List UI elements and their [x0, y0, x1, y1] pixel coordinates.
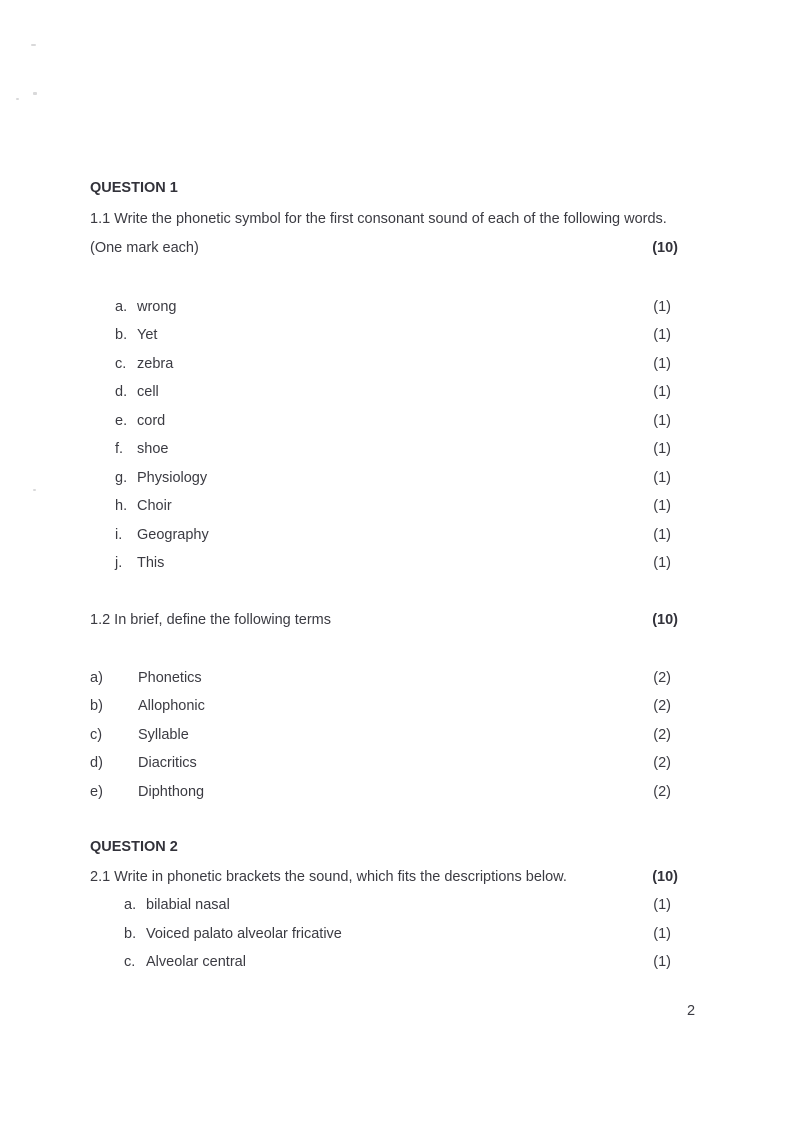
list-item: [90, 750, 678, 779]
item-marks: (1): [653, 897, 671, 914]
item-letter: a.: [115, 298, 128, 315]
item-word: cell: [137, 384, 159, 401]
item-word: zebra: [137, 355, 174, 372]
item-letter: b.: [115, 327, 128, 344]
item-word: wrong: [137, 298, 177, 315]
list-item: [115, 493, 678, 522]
list-item: [115, 293, 678, 322]
scan-artifact: [33, 92, 37, 95]
item-term: Diacritics: [138, 755, 197, 772]
question2-1-total-marks: (10): [652, 868, 678, 885]
list-item: [115, 322, 678, 351]
item-word: shoe: [137, 441, 169, 458]
item-letter: e.: [115, 412, 128, 429]
item-letter: c.: [115, 355, 127, 372]
item-letter: h.: [115, 498, 128, 515]
item-letter: j.: [115, 555, 123, 572]
list-item: [124, 949, 678, 978]
scan-artifact: [31, 44, 36, 46]
item-description: Alveolar central: [146, 954, 246, 971]
list-item: [90, 693, 678, 722]
question1-1-total-marks: (10): [652, 240, 678, 256]
item-letter: g.: [115, 469, 128, 486]
item-letter: d.: [115, 384, 128, 401]
item-word: Choir: [137, 498, 172, 515]
question1-2-prompt: 1.2 In brief, define the following terms: [90, 612, 331, 628]
item-word: Physiology: [137, 469, 208, 486]
item-term: Phonetics: [138, 669, 202, 686]
item-letter: b.: [124, 925, 137, 942]
item-letter: c.: [124, 954, 136, 971]
list-item: [115, 350, 678, 379]
item-marks: (2): [653, 755, 671, 772]
item-marks: (1): [653, 498, 671, 515]
item-marks: (1): [653, 298, 671, 315]
page-content: [90, 0, 678, 977]
item-letter: c): [90, 726, 103, 743]
item-word: Geography: [137, 526, 209, 543]
item-marks: (1): [653, 355, 671, 372]
question1-heading: QUESTION 1: [90, 180, 178, 196]
list-item: [90, 721, 678, 750]
item-marks: (1): [653, 412, 671, 429]
item-marks: (1): [653, 954, 671, 971]
list-item: [115, 464, 678, 493]
item-word: cord: [137, 412, 166, 429]
item-letter: a.: [124, 897, 137, 914]
question1-2-prompt-line: [90, 611, 678, 630]
question1-1-word-list: [115, 293, 678, 578]
item-marks: (2): [653, 669, 671, 686]
item-term: Allophonic: [138, 698, 205, 715]
item-word: Yet: [137, 327, 158, 344]
item-marks: (2): [653, 726, 671, 743]
item-word: This: [137, 555, 165, 572]
item-term: Diphthong: [138, 783, 205, 800]
item-term: Syllable: [138, 726, 189, 743]
item-letter: d): [90, 755, 103, 772]
scan-artifact: [33, 489, 36, 491]
list-item: [115, 436, 678, 465]
item-marks: (2): [653, 698, 671, 715]
item-marks: (1): [653, 469, 671, 486]
question2-1-description-list: [124, 892, 678, 978]
item-marks: (1): [653, 526, 671, 543]
item-letter: b): [90, 698, 103, 715]
question2-1-prompt: 2.1 Write in phonetic brackets the sound, which fits the descriptions below.: [90, 868, 567, 885]
list-item: [90, 778, 678, 807]
list-item: [115, 379, 678, 408]
item-letter: a): [90, 669, 103, 686]
question1-1-note-line: [90, 239, 678, 258]
item-description: Voiced palato alveolar fricative: [146, 925, 342, 942]
list-item: [115, 521, 678, 550]
question1-1-note: (One mark each): [90, 240, 199, 256]
item-marks: (2): [653, 783, 671, 800]
item-letter: e): [90, 783, 103, 800]
question1-2-term-list: [90, 664, 678, 807]
item-marks: (1): [653, 384, 671, 401]
page-number: 2: [687, 1003, 696, 1019]
list-item: [124, 892, 678, 921]
question1-1-prompt: 1.1 Write the phonetic symbol for the first consonant sound of each of the following words.: [90, 211, 667, 227]
item-letter: i.: [115, 526, 123, 543]
question2-heading: QUESTION 2: [90, 838, 178, 855]
question2-1-prompt-line: [90, 868, 678, 887]
question1-2-total-marks: (10): [652, 612, 678, 628]
list-item: [124, 920, 678, 949]
item-letter: f.: [115, 441, 124, 458]
list-item: [115, 550, 678, 579]
list-item: [115, 407, 678, 436]
list-item: [90, 664, 678, 693]
item-marks: (1): [653, 925, 671, 942]
item-marks: (1): [653, 441, 671, 458]
scan-artifact: [16, 98, 19, 100]
item-marks: (1): [653, 327, 671, 344]
item-description: bilabial nasal: [146, 897, 230, 914]
item-marks: (1): [653, 555, 671, 572]
